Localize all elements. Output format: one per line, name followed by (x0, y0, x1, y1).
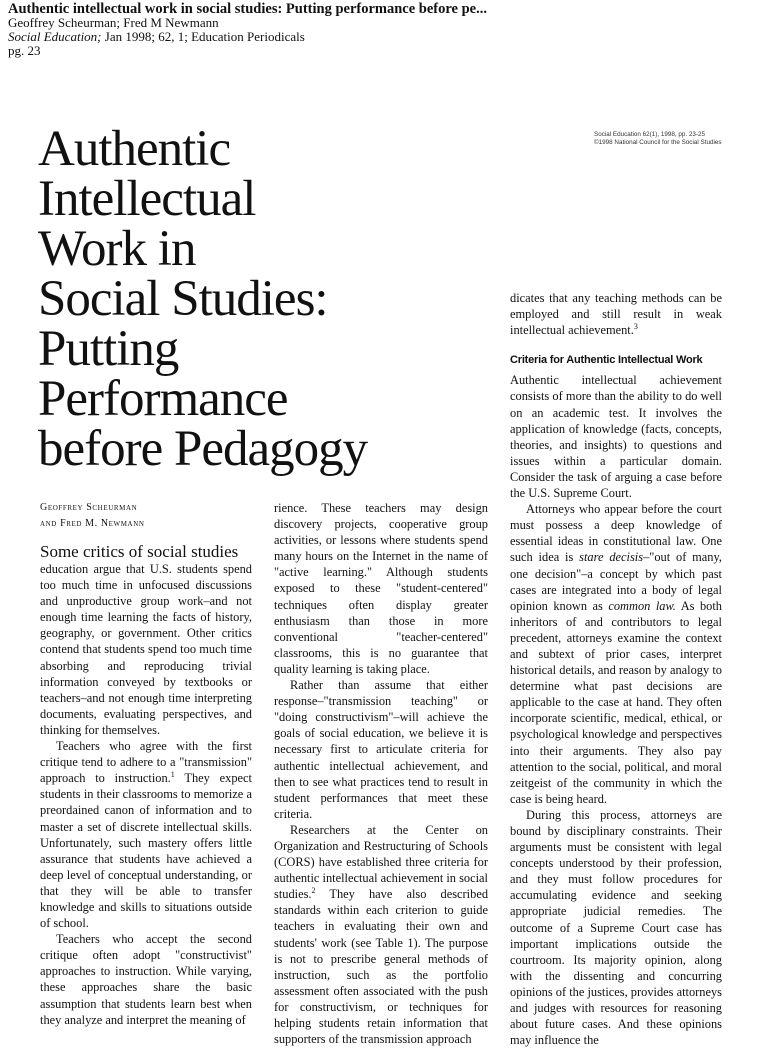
column-3 (510, 290, 722, 1048)
section-heading: Criteria for Authentic Intellectual Work (510, 354, 703, 367)
footnote-ref: 2 (311, 886, 316, 896)
title-line: Performance (38, 371, 288, 427)
article-title (38, 121, 488, 477)
title-line: Putting (38, 321, 179, 377)
paragraph: Rather than assume that either response–"transmission teaching" or "doing constructivism"–will achieve the goals of social education, we believe it is necessary first to articulate criteria for authentic intellectual achievement, and then to see what practices tend to result in student performances that meet these criteria. (274, 678, 488, 821)
issue-info: Jan 1998; 62, 1; Education Periodicals (101, 29, 305, 44)
lead-in: Some critics of social studies (40, 542, 239, 561)
paragraph: education argue that U.S. students spend too much time in unfocused discussions and unproductive group work–and not enough time learning the facts of history, geography, or government. Other critics contend that students spend too much time absorbing and reproducing trivial information conveyed by textbooks or teachers–and not enough time interpreting documents, evaluating perspectives, and thinking for themselves. (40, 562, 252, 737)
paragraph: Teachers who accept the second critique often adopt "constructivist" approaches to instruction. While varying, these approaches share the basic assumption that students learn best when they analyze and interpret the meaning of (40, 932, 252, 1027)
paragraph: Authentic intellectual achievement consists of more than the ability to do well on an academic test. It involves the application of knowledge (facts, concepts, theories, and insights) to questions and issues within a particular domain. Consider the task of arguing a case before the U.S. Supreme Court. (510, 373, 722, 501)
title-line: before Pedagogy (38, 421, 368, 477)
paragraph: Teachers who agree with the first critique tend to adhere to a "transmission" approach to instruction.$^1$ They expect students in their classrooms to memorize a preordained canon of information and to master a set of discrete intellectual skills. Unfortunately, such mastery offers little assurance that students have achieved a deep level of conceptual understanding, or that they will be able to transfer knowledge and skills to situations outside of school. (40, 739, 253, 931)
paragraph: Researchers at the Center on Organization and Restructuring of Schools (CORS) have established three criteria for authentic intellectual achievement in social studies.$^2$ They have also described standards within each criterion to guide teachers in evaluating their own and students' work (see Table 1). The purpose is not to prescribe general methods of instruction, such as the portfolio assessment often associated with the push for constructivism, or techniques for helping students retain information that supporters of the transmission approach (274, 822, 489, 1047)
citation-line: Social Education 62(1), 1998, pp. 23-25 (594, 131, 705, 138)
column-2 (274, 500, 489, 1047)
author-name: Geoffrey Scheurman (40, 502, 138, 513)
document-authors: Geoffrey Scheurman; Fred M Newmann (8, 15, 219, 30)
column-1 (40, 500, 253, 1027)
author-name: and Fred M. Newmann (40, 518, 145, 529)
title-line: Authentic (38, 121, 231, 177)
document-source (8, 30, 758, 44)
paragraph: During this process, attorneys are bound by disciplinary constraints. Their arguments must be consistent with legal concepts understood by their profession, and they must follow procedures for accumulating evidence and seeking appropriate judicial remedies. The outcome of a Supreme Court case has important implications outside the courtroom. Its majority opinion, along with the dissenting and concurring opinions of the justices, provides attorneys and judges with resources for reasoning about future cases. And these opinions may influence the (510, 807, 722, 1048)
article-authors (40, 500, 252, 532)
paragraph: Attorneys who appear before the court must possess a deep knowledge of essential ideas in constitutional law. One such idea is stare decisis–"out of many, one decision"–a concept by which past cases are integrated into a body of legal opinion known as common law. As both inheritors of and contributors to legal precedent, attorneys examine the context and subtext of prior cases, interpret historical details, and reason by analogy to determine what past decisions are applicable to the case at hand. They often incorporate scientific, medical, ethical, or psychological knowledge and perspectives into their arguments. They also pay attention to the social, political, and moral zeitgeist of the community in which the case is being heard. (510, 502, 722, 806)
title-line: Intellectual (38, 171, 256, 227)
footnote-ref: 1 (170, 770, 175, 780)
footnote-ref: 3 (633, 322, 638, 332)
italic-term: stare decisis (579, 550, 644, 565)
journal-name: Social Education; (8, 29, 102, 44)
document-header (8, 2, 758, 58)
citation-copyright: ©1998 National Council for the Social Studies (594, 139, 722, 146)
paragraph: rience. These teachers may design discovery projects, cooperative group activities, or lessons where students spend many hours on the Internet in the name of "active learning." Although students exposed to these "student-centered" techniques often display greater enthusiasm than those in more conventional "teacher-centered" classrooms, this is no guarantee that quality learning is taking place. (274, 501, 488, 676)
document-title: Authentic intellectual work in social studies: Putting performance before pe... (8, 1, 487, 17)
paragraph: dicates that any teaching methods can be employed and still result in weak intellectual achievement.$^3$ (510, 291, 722, 338)
italic-term: common law. (608, 598, 676, 613)
journal-citation (594, 131, 754, 147)
document-page: pg. 23 (8, 43, 41, 58)
title-line: Work in (38, 221, 196, 277)
title-line: Social Studies: (38, 271, 328, 327)
